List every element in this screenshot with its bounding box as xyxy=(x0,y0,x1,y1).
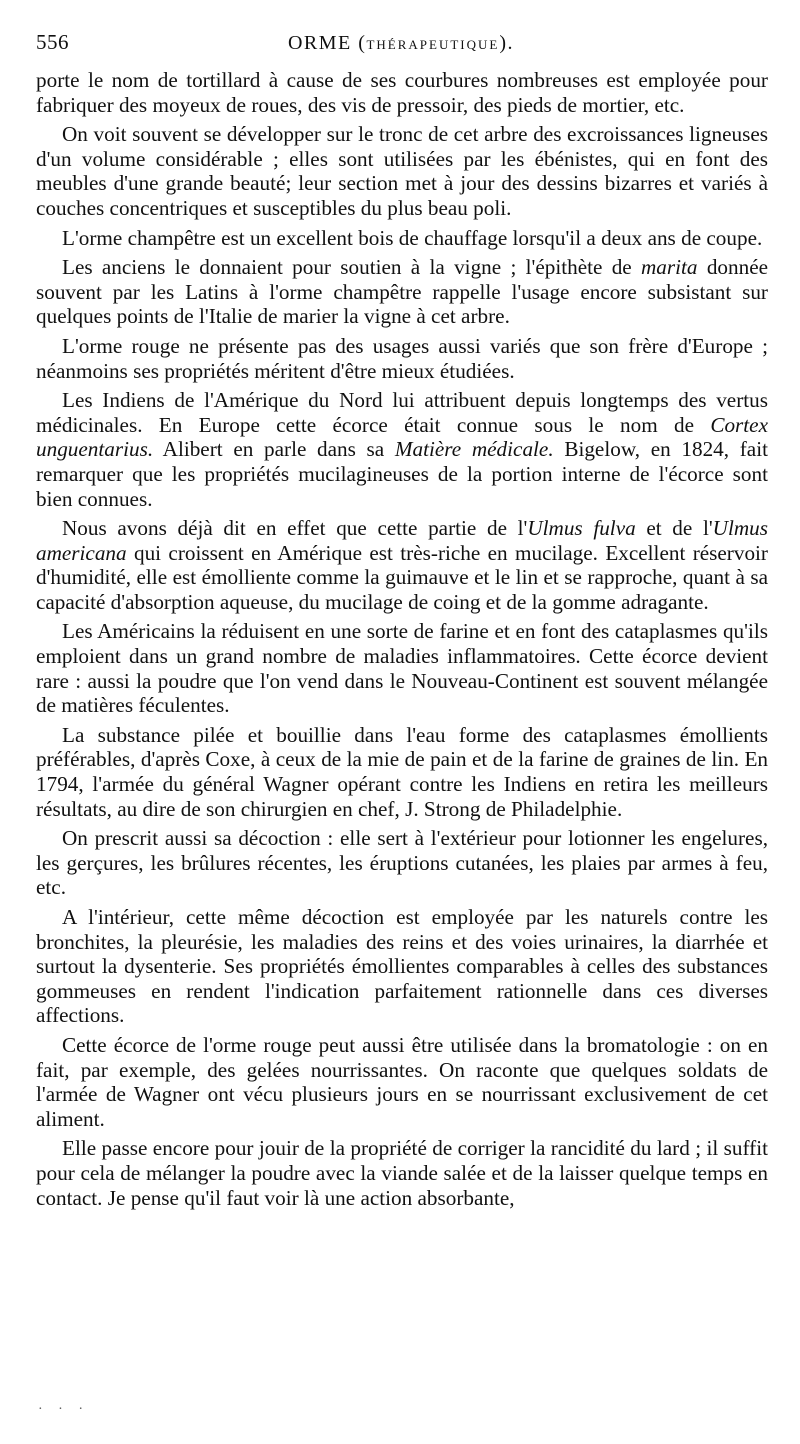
text-run: Les Indiens de l'Amérique du Nord lui attribuent depuis longtemps des vertus médicinales. En Europe cette écorce était connue sous le nom de xyxy=(36,388,768,437)
paragraph xyxy=(36,1136,768,1210)
italic-term: Ulmus fulva xyxy=(527,516,636,541)
text-run: donnée souvent par les Latins à l'orme champêtre rappelle l'usage encore subsistant sur quelques points de l'Italie de marier la vigne à cet arbre. xyxy=(36,255,768,329)
text-run: porte le nom de tortillard à cause de ses courbures nombreuses est employée pour fabriquer des moyeux de roues, des vis de pressoir, des pieds de mortier, etc. xyxy=(36,68,768,117)
text-run: Alibert en parle dans sa xyxy=(153,437,395,462)
page-header xyxy=(36,30,766,62)
text-run: Elle passe encore pour jouir de la propriété de corriger la rancidité du lard ; il suffit pour cela de mélanger la poudre avec la viande salée et de la laisser quelque temps en contact. Je pense qu'il faut voir là une action absorbante, xyxy=(36,1136,768,1210)
running-title: ORME (THÉRAPEUTIQUE). xyxy=(287,32,515,54)
text-run: La substance pilée et bouillie dans l'eau forme des cataplasmes émollients préférables, d'après Coxe, à ceux de la mie de pain et de la farine de graines de lin. En 1794, l'armée du général Wagner opérant contre les Indiens en retira les meilleurs résultats, au dire de son chirurgien en chef, J. Strong de Philadelphie. xyxy=(36,722,768,821)
text-run: L'orme rouge ne présente pas des usages aussi variés que son frère d'Europe ; néanmoins ses propriétés méritent d'être mieux étudiées. xyxy=(36,333,768,383)
paragraph xyxy=(36,723,768,821)
italic-term: Ulmus americana xyxy=(36,516,768,565)
text-run: On prescrit aussi sa décoction : elle sert à l'extérieur pour lotionner les engelures, les gerçures, les brûlures récentes, les éruptions cutanées, les plaies par armes à feu, etc. xyxy=(36,826,768,900)
paragraph xyxy=(36,334,768,383)
paragraph xyxy=(36,388,768,511)
body-text xyxy=(36,68,768,1215)
paragraph xyxy=(36,122,768,220)
running-title-sub: THÉRAPEUTIQUE xyxy=(366,37,500,52)
paragraph xyxy=(36,826,768,900)
text-run: Les Américains la réduisent en une sorte de farine et en font des cataplasmes qu'ils emploient dans un grand nombre de maladies inflammatoires. Cette écorce devient rare : aussi la poudre que l'on vend dans le Nouveau-Continent est souvent mélangée de matières féculentes. xyxy=(36,619,768,718)
stray-ink-marks: · · · xyxy=(38,1402,89,1417)
running-title-main: ORME xyxy=(287,32,352,54)
text-run: Nous avons déjà dit en effet que cette partie de l' xyxy=(62,516,528,541)
text-run: et de l' xyxy=(635,516,713,541)
text-run: A l'intérieur, cette même décoction est employée par les naturels contre les bronchites, la pleurésie, les maladies des reins et des voies urinaires, la diarrhée et surtout la dysenterie. Ses propriétés émollientes comparables à celles des substances gommeuses en rendent l'indication parfaitement rationnelle dans ces diverses affections. xyxy=(36,905,768,1028)
paragraph xyxy=(36,516,768,614)
paragraph xyxy=(36,226,768,251)
text-run: On voit souvent se développer sur le tronc de cet arbre des excroissances ligneuses d'un volume considérable ; elles sont utilisées par les ébénistes, qui en font des meubles d'une grande beauté; leur section met à jour des dessins bizarres et variés à couches concentriques et susceptibles du plus beau poli. xyxy=(36,122,768,220)
italic-term: marita xyxy=(641,255,698,280)
paragraph xyxy=(36,1033,768,1131)
paragraph xyxy=(36,68,768,117)
page-number: 556 xyxy=(36,30,69,54)
italic-term: Cortex unguentarius. xyxy=(36,412,768,462)
text-run: Les anciens le donnaient pour soutien à la vigne ; l'épithète de xyxy=(62,255,641,280)
paragraph xyxy=(36,619,768,717)
text-run: L'orme champêtre est un excellent bois de chauffage lorsqu'il a deux ans de coupe. xyxy=(62,225,763,250)
text-run: qui croissent en Amérique est très-riche en mucilage. Excellent réservoir d'humidité, elle est émolliente comme la guimauve et le lin et se rapproche, quant à sa capacité d'absorption aqueuse, du mucilage de coing et de la gomme adragante. xyxy=(36,540,768,614)
paragraph xyxy=(36,255,768,329)
paragraph xyxy=(36,905,768,1028)
italic-term: Matière médicale. xyxy=(394,437,554,462)
text-run: Bigelow, en 1824, fait remarquer que les propriétés mucilagineuses de la portion interne de l'écorce sont bien connues. xyxy=(36,437,768,511)
text-run: Cette écorce de l'orme rouge peut aussi être utilisée dans la bromatologie : on en fait, par exemple, des gelées nourrissantes. On raconte que quelques soldats de l'armée de Wagner ont vécu plusieurs jours en se nourrissant exclusivement de cet aliment. xyxy=(36,1032,768,1131)
